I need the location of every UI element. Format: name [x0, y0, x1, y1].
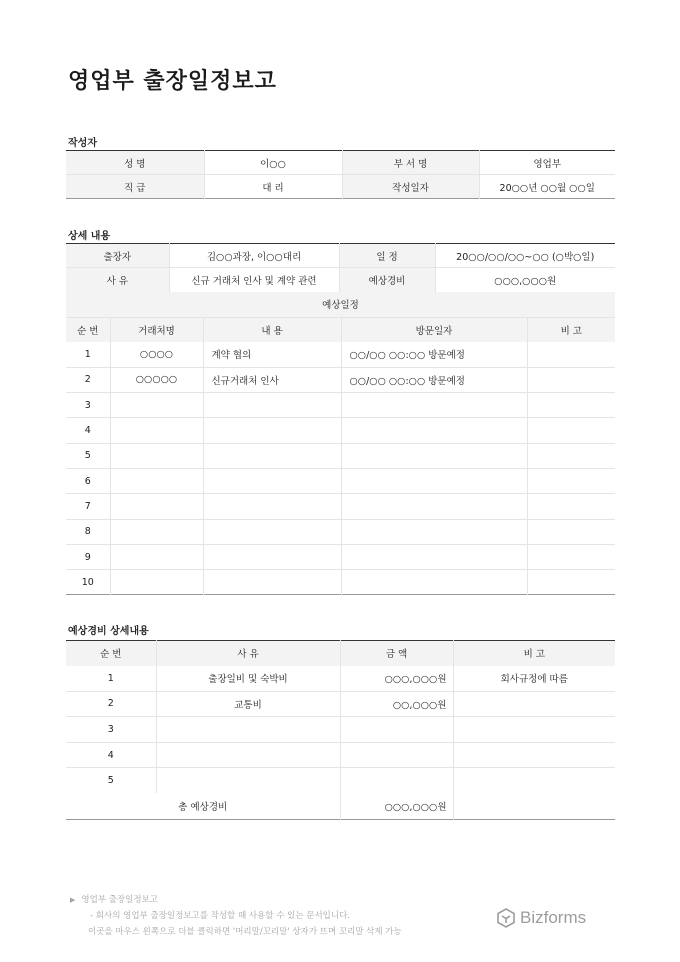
writer-section-heading: 작성자 — [68, 138, 97, 149]
row-number: 2 — [66, 367, 110, 392]
row-number: 4 — [66, 418, 110, 443]
visit-content: 신규거래처 인사 — [203, 367, 341, 392]
col-header-no: 순 번 — [66, 317, 110, 342]
schedule-row — [66, 418, 615, 443]
note — [527, 367, 615, 392]
expense-amount: ○○○,○○○원 — [340, 666, 453, 692]
col-header-note: 비 고 — [453, 641, 615, 666]
rank-value: 대 리 — [204, 175, 342, 199]
row-number: 9 — [66, 544, 110, 569]
footer-line1: 영업부 출장일정보고 — [81, 895, 158, 905]
schedule-title-row — [66, 292, 615, 317]
expense-amount — [340, 742, 453, 768]
schedule-row — [66, 468, 615, 493]
visit-date — [341, 393, 527, 418]
visit-content — [203, 519, 341, 544]
reason-label: 사 유 — [66, 268, 169, 293]
visit-date — [341, 443, 527, 468]
row-number: 1 — [66, 666, 156, 692]
col-header-content: 내 용 — [203, 317, 341, 342]
note — [527, 468, 615, 493]
expense-note — [453, 768, 615, 794]
col-header-no: 순 번 — [66, 641, 156, 666]
writer-table — [66, 150, 615, 199]
expense-note — [453, 717, 615, 743]
client-name — [110, 494, 203, 519]
schedule-title: 예상일정 — [66, 292, 615, 317]
visit-content — [203, 570, 341, 595]
expense-amount — [340, 768, 453, 794]
client-name: ○○○○○ — [110, 367, 203, 392]
visit-date — [341, 418, 527, 443]
row-number: 3 — [66, 393, 110, 418]
schedule-row — [66, 342, 615, 367]
expense-reason: 출장일비 및 숙박비 — [156, 666, 340, 692]
row-number: 6 — [66, 468, 110, 493]
row-number: 4 — [66, 742, 156, 768]
visit-content — [203, 544, 341, 569]
bizforms-logo-icon — [496, 908, 516, 928]
writer-row — [66, 175, 615, 199]
schedule-row — [66, 544, 615, 569]
expense-amount: ○○,○○○원 — [340, 691, 453, 717]
expense-note — [453, 691, 615, 717]
schedule-row — [66, 367, 615, 392]
note — [527, 570, 615, 595]
visit-date — [341, 494, 527, 519]
detail-section-heading: 상세 내용 — [68, 231, 111, 242]
department-label: 부 서 명 — [342, 151, 479, 175]
note — [527, 544, 615, 569]
client-name — [110, 443, 203, 468]
expense-header-row — [66, 641, 615, 666]
detail-info-row — [66, 268, 615, 293]
visit-date — [341, 570, 527, 595]
schedule-row — [66, 393, 615, 418]
schedule-header-row — [66, 317, 615, 342]
expense-reason — [156, 768, 340, 794]
brand-name: Bizforms — [520, 908, 587, 927]
visit-date — [341, 468, 527, 493]
expense-note: 회사규정에 따름 — [453, 666, 615, 692]
total-note — [453, 793, 615, 819]
total-value: ○○○,○○○원 — [340, 793, 453, 819]
note — [527, 519, 615, 544]
client-name — [110, 544, 203, 569]
visit-content: 계약 협의 — [203, 342, 341, 367]
schedule-label: 일 정 — [339, 244, 435, 268]
date-value: 20○○년 ○○월 ○○일 — [479, 175, 615, 199]
expense-label: 예상경비 — [339, 268, 435, 293]
detail-info-row — [66, 244, 615, 268]
row-number: 1 — [66, 342, 110, 367]
expense-row — [66, 691, 615, 717]
expense-reason: 교통비 — [156, 691, 340, 717]
expense-total-row — [66, 793, 615, 819]
expense-reason — [156, 717, 340, 743]
footer-line3: 이곳을 마우스 왼쪽으로 더블 클릭하면 '머리말/꼬리말' 상자가 뜨며 꼬리말 삭제 가능 — [88, 927, 402, 937]
expense-section-heading: 예상경비 상세내용 — [68, 626, 149, 637]
total-label: 총 예상경비 — [178, 802, 228, 814]
client-name: ○○○○ — [110, 342, 203, 367]
row-number: 5 — [107, 775, 114, 787]
note — [527, 494, 615, 519]
reason-value: 신규 거래처 인사 및 계약 관련 — [169, 268, 339, 293]
schedule-row — [66, 443, 615, 468]
client-name — [110, 519, 203, 544]
row-number: 8 — [66, 519, 110, 544]
client-name — [110, 418, 203, 443]
expense-amount — [340, 717, 453, 743]
traveler-label: 출장자 — [66, 244, 169, 268]
writer-row — [66, 151, 615, 175]
expense-row — [66, 717, 615, 743]
note — [527, 443, 615, 468]
visit-content — [203, 468, 341, 493]
department-value: 영업부 — [479, 151, 615, 175]
row-number: 2 — [66, 691, 156, 717]
col-header-reason: 사 유 — [156, 641, 340, 666]
visit-date: ○○/○○ ○○:○○ 방문예정 — [341, 367, 527, 392]
expense-row — [66, 666, 615, 692]
col-header-amount: 금 액 — [340, 641, 453, 666]
visit-content — [203, 418, 341, 443]
row-number: 7 — [66, 494, 110, 519]
row-number: 10 — [81, 576, 94, 588]
footer-note — [70, 892, 402, 940]
col-header-client: 거래처명 — [110, 317, 203, 342]
schedule-row — [66, 494, 615, 519]
expense-value: ○○○,○○○원 — [435, 268, 615, 293]
schedule-table — [66, 292, 615, 595]
expense-table — [66, 640, 615, 820]
client-name — [110, 393, 203, 418]
visit-date — [341, 544, 527, 569]
expense-row — [66, 742, 615, 768]
name-value: 이○○ — [204, 151, 342, 175]
footer-line2: - 회사의 영업부 출장일정보고를 작성할 때 사용할 수 있는 문서입니다. — [90, 911, 350, 921]
detail-info-table — [66, 243, 615, 293]
client-name — [110, 468, 203, 493]
visit-content — [203, 494, 341, 519]
schedule-row — [66, 570, 615, 595]
expense-reason — [156, 742, 340, 768]
rank-label: 직 급 — [66, 175, 204, 199]
schedule-value: 20○○/○○/○○~○○ (○박○일) — [435, 244, 615, 268]
expense-row — [66, 768, 615, 794]
col-header-visit-date: 방문일자 — [341, 317, 527, 342]
triangle-bullet-icon: ▶ — [70, 896, 76, 904]
visit-date: ○○/○○ ○○:○○ 방문예정 — [341, 342, 527, 367]
note — [527, 393, 615, 418]
visit-content — [203, 393, 341, 418]
col-header-note: 비 고 — [527, 317, 615, 342]
date-label: 작성일자 — [342, 175, 479, 199]
client-name — [110, 570, 203, 595]
row-number: 3 — [66, 717, 156, 743]
visit-date — [341, 519, 527, 544]
brand-logo — [496, 908, 586, 928]
note — [527, 418, 615, 443]
traveler-value: 김○○과장, 이○○대리 — [169, 244, 339, 268]
document-title: 영업부 출장일정보고 — [68, 69, 277, 94]
name-label: 성 명 — [66, 151, 204, 175]
expense-note — [453, 742, 615, 768]
visit-content — [203, 443, 341, 468]
note — [527, 342, 615, 367]
row-number: 5 — [66, 443, 110, 468]
schedule-row — [66, 519, 615, 544]
